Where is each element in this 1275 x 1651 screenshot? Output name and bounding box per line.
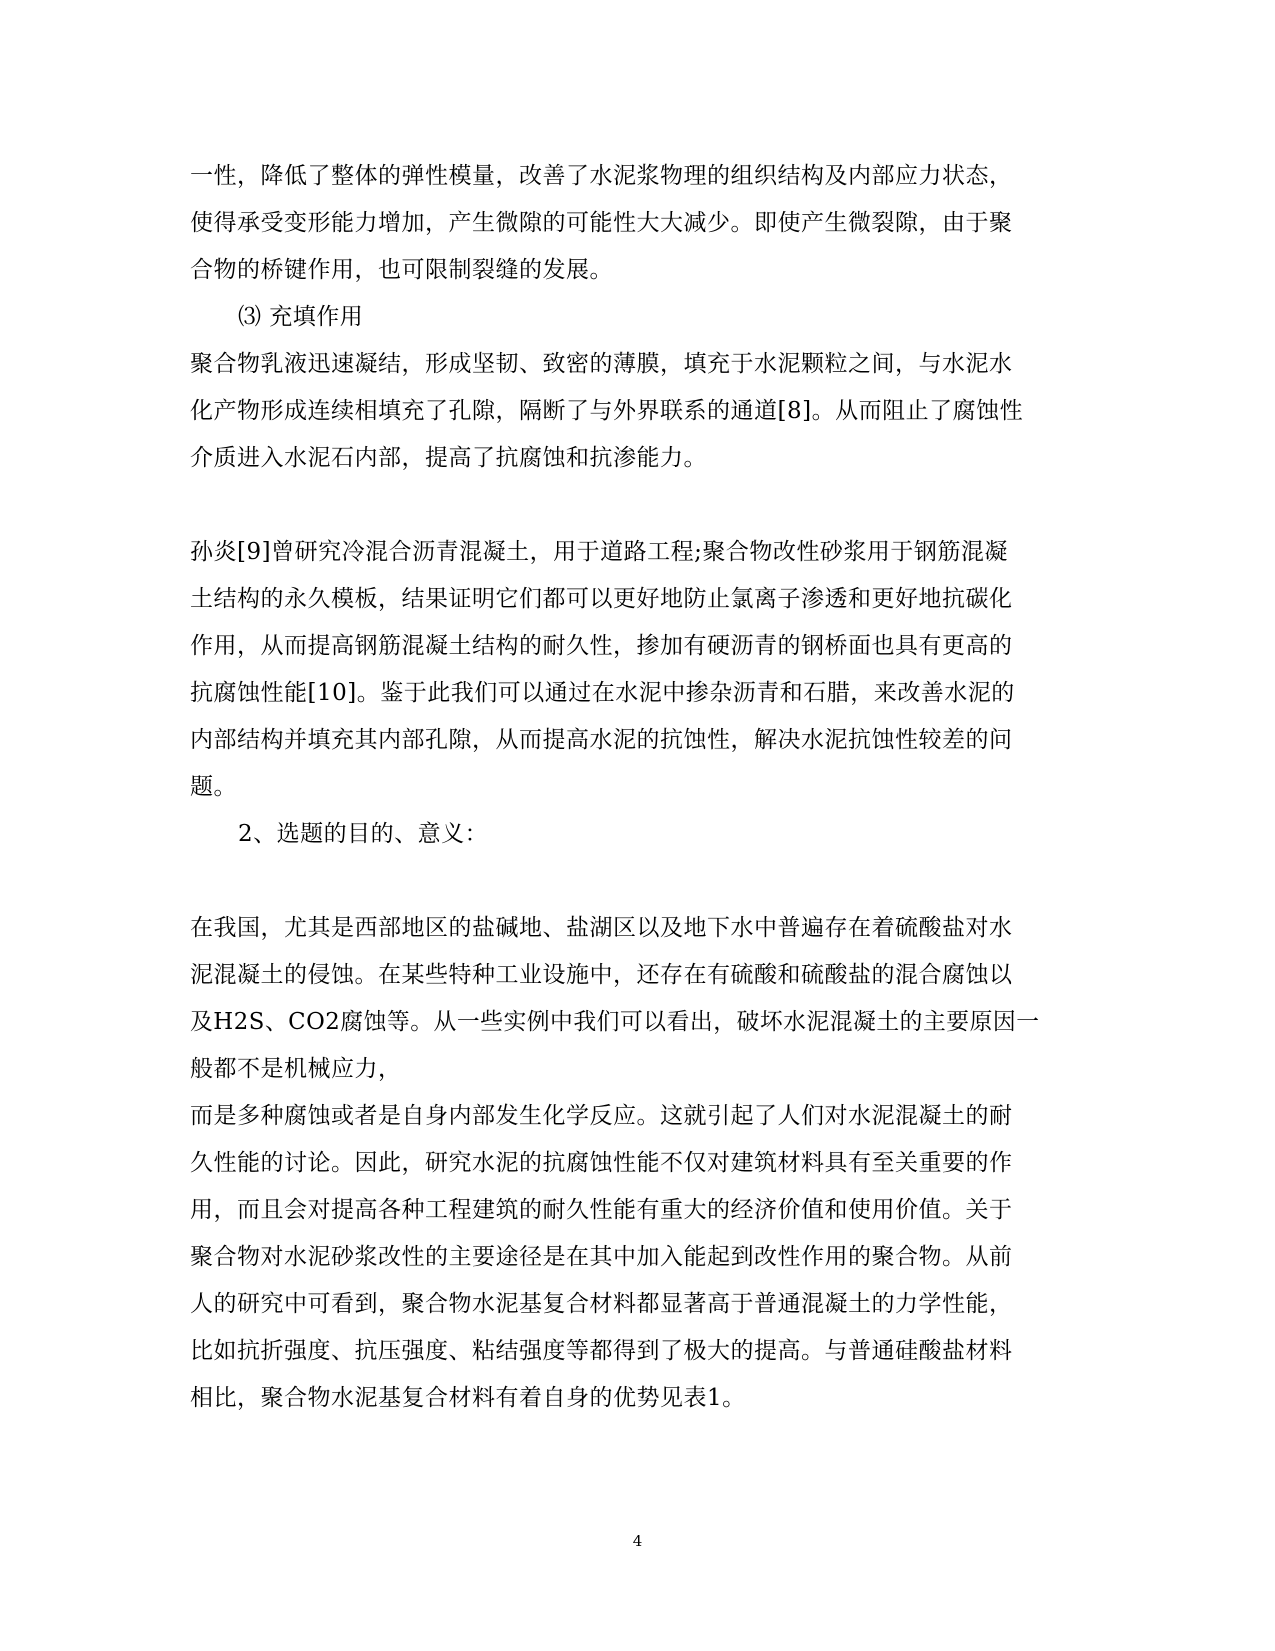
text-line: 及H2S、CO2腐蚀等。从一些实例中我们可以看出，破坏水泥混凝土的主要原因一 (190, 1009, 1040, 1035)
text-line: 题。 (190, 774, 237, 800)
text-line: 抗腐蚀性能[10]。鉴于此我们可以通过在水泥中掺杂沥青和石腊，来改善水泥的 (190, 680, 1015, 706)
text-line: 而是多种腐蚀或者是自身内部发生化学反应。这就引起了人们对水泥混凝土的耐 (190, 1103, 1013, 1129)
text-line: 孙炎[9]曾研究冷混合沥青混凝土，用于道路工程;聚合物改性砂浆用于钢筋混凝 (190, 539, 1008, 565)
text-line: 般都不是机械应力， (190, 1056, 402, 1082)
text-line: 聚合物对水泥砂浆改性的主要途径是在其中加入能起到改性作用的聚合物。从前 (190, 1244, 1013, 1270)
text-line: 在我国，尤其是西部地区的盐碱地、盐湖区以及地下水中普遍存在着硫酸盐对水 (190, 915, 1013, 941)
section-heading: 2、选题的目的、意义： (238, 821, 489, 847)
text-line: 相比，聚合物水泥基复合材料有着自身的优势见表1。 (190, 1385, 746, 1411)
text-line: 用，而且会对提高各种工程建筑的耐久性能有重大的经济价值和使用价值。关于 (190, 1197, 1013, 1223)
text-line: 比如抗折强度、抗压强度、粘结强度等都得到了极大的提高。与普通硅酸盐材料 (190, 1338, 1013, 1364)
text-line: 聚合物乳液迅速凝结，形成坚韧、致密的薄膜，填充于水泥颗粒之间，与水泥水 (190, 351, 1013, 377)
text-line: 人的研究中可看到，聚合物水泥基复合材料都显著高于普通混凝土的力学性能， (190, 1291, 1013, 1317)
text-line: 化产物形成连续相填充了孔隙，隔断了与外界联系的通道[8]。从而阻止了腐蚀性 (190, 398, 1024, 424)
text-line: 一性，降低了整体的弹性模量，改善了水泥浆物理的组织结构及内部应力状态， (190, 163, 1013, 189)
text-line: 合物的桥键作用，也可限制裂缝的发展。 (190, 257, 613, 283)
text-line: 作用，从而提高钢筋混凝土结构的耐久性，掺加有硬沥青的钢桥面也具有更高的 (190, 633, 1013, 659)
text-line: 久性能的讨论。因此，研究水泥的抗腐蚀性能不仅对建筑材料具有至关重要的作 (190, 1150, 1013, 1176)
text-line: 内部结构并填充其内部孔隙，从而提高水泥的抗蚀性，解决水泥抗蚀性较差的问 (190, 727, 1013, 753)
text-line: 使得承受变形能力增加，产生微隙的可能性大大减少。即使产生微裂隙，由于聚 (190, 210, 1013, 236)
text-line: 介质进入水泥石内部，提高了抗腐蚀和抗渗能力。 (190, 445, 707, 471)
text-line: 土结构的永久模板，结果证明它们都可以更好地防止氯离子渗透和更好地抗碳化 (190, 586, 1013, 612)
page-number: 4 (632, 1532, 643, 1550)
text-line: 泥混凝土的侵蚀。在某些特种工业设施中，还存在有硫酸和硫酸盐的混合腐蚀以 (190, 962, 1013, 988)
section-heading: ⑶ 充填作用 (238, 304, 364, 330)
